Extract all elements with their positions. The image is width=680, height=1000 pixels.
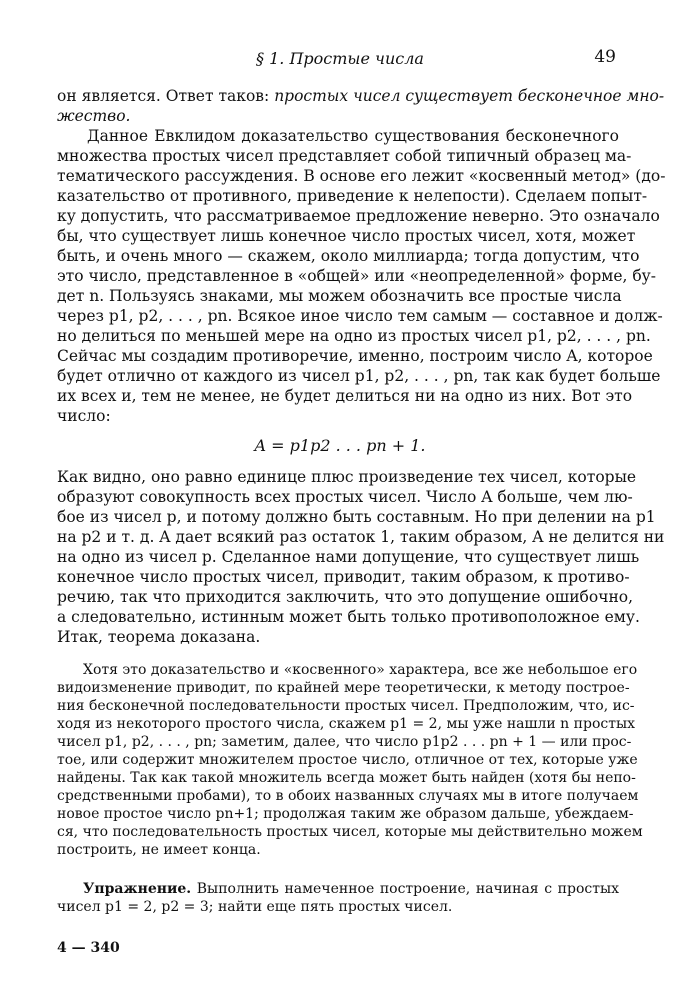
signature-mark: 4 — 340 (57, 940, 120, 956)
text-line: чисел p1, p2, . . . , pn; заметим, далее, что число p1p2 . . . pn + 1 — или прос- (57, 734, 632, 750)
text-line: видоизменение приводит, по крайней мере теоретически, к методу построе- (57, 680, 630, 696)
exercise-label: Упражнение. (83, 881, 192, 897)
text-line: Хотя это доказательство и «косвенного» характера, все же небольшое его (83, 662, 638, 678)
text-line: тематического рассуждения. В основе его лежит «косвенный метод» (до- (57, 167, 666, 185)
text-line: построить, не имеет конца. (57, 842, 261, 858)
text-line: найдены. Так как такой множитель всегда может быть найден (хотя бы непо- (57, 770, 636, 786)
text-line: конечное число простых чисел, приводит, таким образом, к противо- (57, 568, 630, 586)
text-line: будет отлично от каждого из чисел p1, p2, . . . , pn, так как будет больше (57, 367, 661, 385)
text-line: образуют совокупность всех простых чисел. Число A больше, чем лю- (57, 488, 633, 506)
text-line: средственными пробами), то в обоих названных случаях мы в итоге получаем (57, 788, 639, 804)
text-line: бое из чисел p, и потому должно быть составным. Но при делении на p1 (57, 508, 656, 526)
text-line: на p2 и т. д. A дает всякий раз остаток 1, таким образом, A не делится ни (57, 528, 665, 546)
text-line: на одно из чисел p. Сделанное нами допущение, что существует лишь (57, 548, 640, 566)
text-line: Данное Евклидом доказательство существования бесконечного (87, 127, 619, 145)
text-line: число: (57, 407, 111, 425)
equation: A = p1p2 . . . pn + 1. (254, 436, 426, 455)
exercise-line: Упражнение. Выполнить намеченное построение, начиная с простых (83, 881, 619, 897)
text-line: Итак, теорема доказана. (57, 628, 261, 646)
text-line: множества простых чисел представляет собой типичный образец ма- (57, 147, 632, 165)
text-line: их всех и, тем не менее, не будет делиться ни на одно из них. Вот это (57, 387, 633, 405)
text-line: быть, и очень много — скажем, около миллиарда; тогда допустим, что (57, 247, 640, 265)
text-line: тое, или содержит множителем простое число, отличное от тех, которые уже (57, 752, 638, 768)
text-line: ся, что последовательность простых чисел, которые мы действительно можем (57, 824, 643, 840)
text-line: жество. (57, 107, 131, 125)
text-line: это число, представленное в «общей» или «неопределенной» форме, бу- (57, 267, 657, 285)
text-line: ку допустить, что рассматриваемое предложение неверно. Это означало (57, 207, 660, 225)
running-header-title: § 1. Простые числа (256, 49, 424, 68)
text-line: дет n. Пользуясь знаками, мы можем обозначить все простые числа (57, 287, 622, 305)
text-line: Как видно, оно равно единице плюс произведение тех чисел, которые (57, 468, 637, 486)
text-line: Сейчас мы создадим противоречие, именно, построим число A, которое (57, 347, 653, 365)
text-line: а следовательно, истинным может быть только противоположное ему. (57, 608, 640, 626)
text-line: ходя из некоторого простого числа, скажем p1 = 2, мы уже нашли n простых (57, 716, 635, 732)
page-number: 49 (594, 47, 616, 67)
text-line: он является. Ответ таков: простых чисел существует бесконечное мно- (57, 87, 665, 105)
text-line: через p1, p2, . . . , pn. Всякое иное число тем самым — составное и долж- (57, 307, 663, 325)
text-line: казательство от противного, приведение к нелепости). Сделаем попыт- (57, 187, 648, 205)
text-line: но делиться по меньшей мере на одно из простых чисел p1, p2, . . . , pn. (57, 327, 651, 345)
text-line: бы, что существует лишь конечное число простых чисел, хотя, может (57, 227, 636, 245)
text-line: ния бесконечной последовательности простых чисел. Предположим, что, ис- (57, 698, 635, 714)
exercise-line: чисел p1 = 2, p2 = 3; найти еще пять простых чисел. (57, 899, 453, 915)
text-line: речию, так что приходится заключить, что это допущение ошибочно, (57, 588, 634, 606)
text-line: новое простое число pn+1; продолжая таким же образом дальше, убеждаем- (57, 806, 634, 822)
